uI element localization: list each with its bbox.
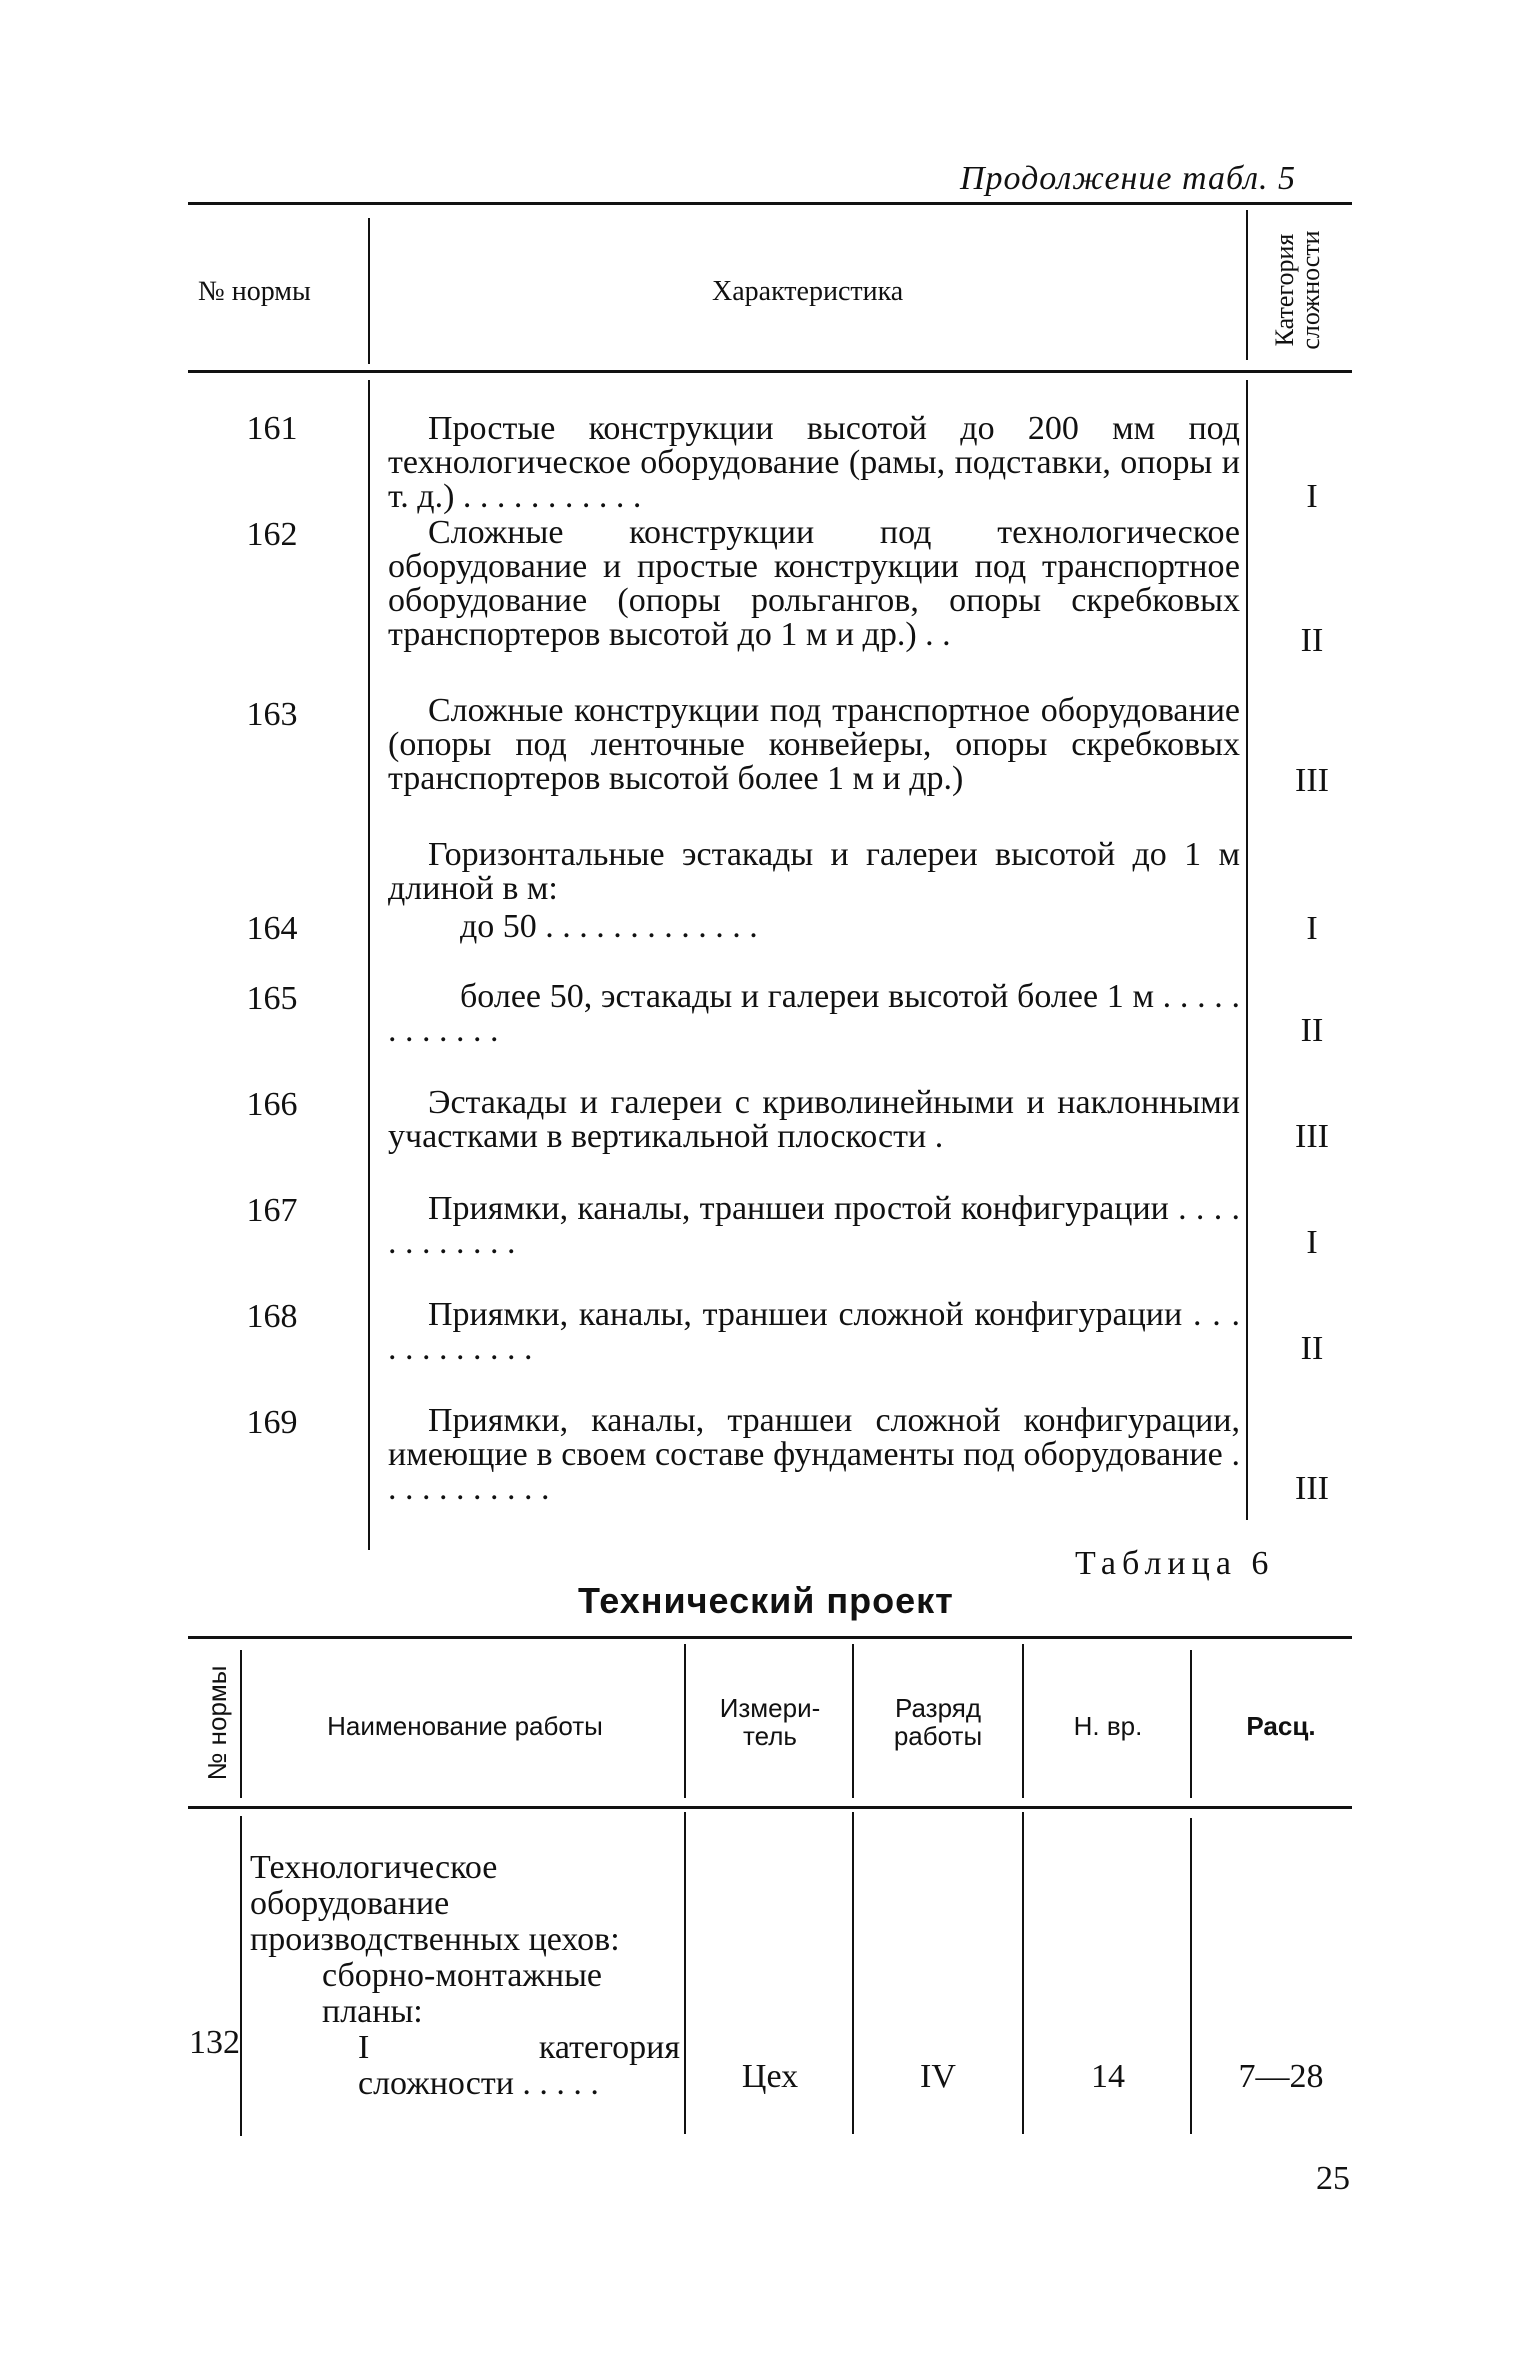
complexity-category: III — [1295, 1118, 1329, 1155]
table6-header-number: № нормы — [202, 1665, 232, 1781]
table5-header-characteristic: Характеристика — [712, 276, 904, 307]
characteristic-text: Сложные конструкции под транспортное оборудование (опоры под ленточные конвейеры, опоры скребковых транспортеров высотой более 1 м и др.) — [388, 692, 1240, 797]
norm-number: 168 — [246, 1298, 298, 1335]
table6-header-divider — [240, 1650, 242, 1798]
table5-header-rule — [188, 370, 1352, 373]
table5-header-number: № нормы — [198, 276, 311, 307]
table5-col-divider-1 — [368, 218, 370, 364]
table6-header-rate: Расц. — [1246, 1711, 1316, 1741]
table5-header-category-line1: Категория — [1270, 233, 1299, 347]
norm-number: 161 — [246, 410, 298, 447]
characteristic-text: Простые конструкции высотой до 200 мм под технологическое оборудование (рамы, подставки, опоры и т. д.) . . . . . . . . . . . — [388, 410, 1240, 515]
characteristic-text: Приямки, каналы, траншеи простой конфигурации . . . . . . . . . . . . — [388, 1190, 1240, 1261]
table6-header-measure-line1: Измери- — [719, 1693, 821, 1723]
complexity-category: II — [1300, 1012, 1324, 1049]
table6-header-grade-line1: Разряд — [895, 1693, 981, 1723]
complexity-category: II — [1300, 1330, 1324, 1367]
complexity-category: III — [1295, 762, 1329, 799]
norm-number: 163 — [246, 696, 298, 733]
table6-header-divider — [1190, 1650, 1192, 1798]
table6-header-measure-line2: тель — [743, 1721, 797, 1751]
table6-top-rule — [188, 1636, 1352, 1639]
table6-body-divider — [852, 1812, 854, 2134]
table6-caption: Таблица 6 — [1075, 1545, 1275, 1582]
norm-number: 162 — [246, 516, 298, 553]
complexity-category: I — [1306, 910, 1318, 947]
table6-body-divider — [1190, 1818, 1192, 2134]
table6-header-work-name: Наименование работы — [327, 1711, 603, 1741]
characteristic-text: Сложные конструкции под технологическое оборудование и простые конструкции под транспортное оборудование (опоры рольгангов, опоры скребковых транспортеров высотой до 1 м и др.) . . — [388, 514, 1240, 653]
table6-body-divider — [684, 1812, 686, 2134]
table6-header-divider — [852, 1644, 854, 1798]
table6-header-divider — [1022, 1644, 1024, 1798]
characteristic-text: до 50 . . . . . . . . . . . . . — [460, 908, 758, 945]
characteristic-text: Приямки, каналы, траншеи сложной конфигурации, имеющие в своем составе фундаменты под оборудование . . . . . . . . . . . — [388, 1402, 1240, 1507]
table6-header-divider — [684, 1644, 686, 1798]
table5-header-category-line2: сложности — [1296, 230, 1325, 350]
table6-title: Технический проект — [578, 1580, 954, 1621]
table5-header-category — [1272, 210, 1328, 370]
table6-header-rule — [188, 1806, 1352, 1809]
complexity-category: III — [1295, 1470, 1329, 1507]
norm-number: 165 — [246, 980, 298, 1017]
norm-number: 167 — [246, 1192, 298, 1229]
characteristic-text: Приямки, каналы, траншеи сложной конфигурации . . . . . . . . . . . . — [388, 1296, 1240, 1367]
characteristic-group-header: Горизонтальные эстакады и галереи высотой до 1 м длиной в м: — [388, 836, 1240, 907]
table6-norm-number: 132 — [189, 2024, 240, 2061]
table6-grade: IV — [920, 2058, 956, 2095]
table6-header-grade — [858, 1694, 1018, 1750]
table6-work-name — [250, 1850, 680, 2102]
table6-header-grade-line2: работы — [893, 1721, 983, 1751]
table6-body-divider — [240, 1816, 242, 2136]
norm-number: 169 — [246, 1404, 298, 1441]
table5-body-divider-2 — [1246, 380, 1248, 1520]
work-line: сборно-монтажные планы: — [322, 1957, 603, 2030]
table5-top-rule — [188, 202, 1352, 205]
table5-body-divider-1 — [368, 380, 370, 1550]
table6-header-measure — [690, 1694, 850, 1750]
work-line: I категория сложности . . . . . — [358, 2029, 680, 2102]
table6-rate: 7—28 — [1238, 2058, 1324, 2095]
continuation-label: Продолжение табл. 5 — [960, 160, 1297, 197]
norm-number: 166 — [246, 1086, 298, 1123]
table5-col-divider-2 — [1246, 210, 1248, 360]
complexity-category: I — [1306, 1224, 1318, 1261]
characteristic-text: Эстакады и галереи с криволинейными и наклонными участками в вертикальной плоскости . — [388, 1084, 1240, 1155]
complexity-category: II — [1300, 622, 1324, 659]
table6-measure: Цех — [741, 2058, 799, 2095]
table6-time-norm: 14 — [1091, 2058, 1125, 2095]
table6-body-divider — [1022, 1812, 1024, 2134]
complexity-category: I — [1306, 478, 1318, 515]
page-number: 25 — [1316, 2160, 1350, 2197]
work-line: Технологическое оборудование производственных цехов: — [250, 1849, 620, 1958]
characteristic-text: более 50, эстакады и галереи высотой более 1 м . . . . . . . . . . . . — [388, 978, 1240, 1049]
norm-number: 164 — [246, 910, 298, 947]
table6-header-time-norm: Н. вр. — [1073, 1711, 1143, 1741]
